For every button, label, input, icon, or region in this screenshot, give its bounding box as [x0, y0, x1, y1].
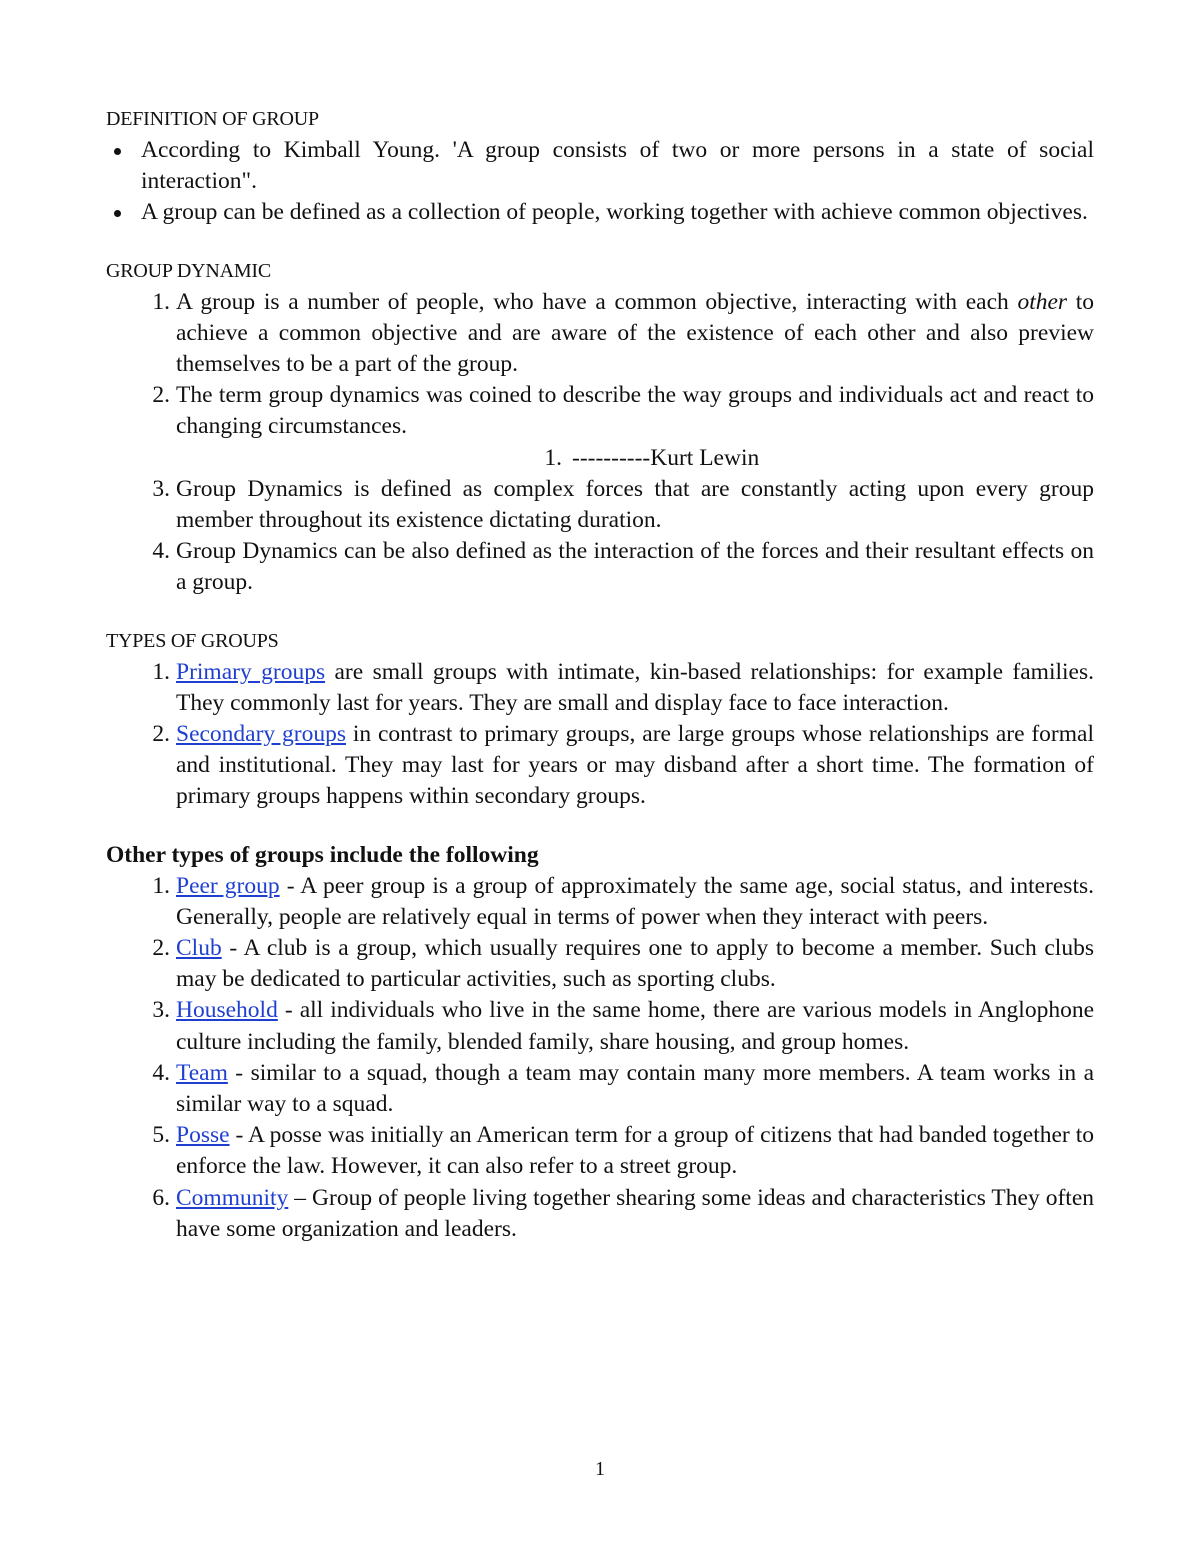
other-types-list: [106, 871, 1094, 1245]
list-item: [106, 1183, 1094, 1245]
bullet-text: A group can be defined as a collection of people, working together with achieve common objectives.: [141, 199, 1088, 226]
list-text: A group is a number of people, who have a common objective, interacting with each: [176, 288, 1018, 315]
types-heading: TYPES OF GROUPS: [106, 629, 279, 652]
group-dynamic-heading: GROUP DYNAMIC: [106, 259, 272, 282]
list-number: 4.: [152, 1059, 170, 1086]
list-number: 2.: [152, 721, 170, 748]
list-item: [106, 1058, 1094, 1120]
list-text: are small groups with intimate, kin-based relationships: for example families. They commonly last for years. They are small and display face to face interaction.: [176, 658, 1094, 716]
list-text: - A peer group is a group of approximately the same age, social status, and interests. Generally, people are relatively equal in terms of power when they interact with peers.: [176, 872, 1094, 930]
posse-link[interactable]: Posse: [176, 1122, 230, 1149]
list-number: 3.: [152, 475, 170, 502]
list-text: – Group of people living together shearing some ideas and characteristics They often have some organization and leaders.: [176, 1184, 1094, 1242]
page-content: [106, 104, 1094, 1245]
list-item: [106, 380, 1094, 442]
list-text: in contrast to primary groups, are large groups whose relationships are formal and institutional. They may last for years or may disband after a short time. The formation of primary groups happens within secondary groups.: [176, 721, 1094, 810]
list-number: 2.: [152, 935, 170, 962]
club-link[interactable]: Club: [176, 935, 222, 962]
definition-heading: DEFINITION OF GROUP: [106, 108, 319, 130]
list-number: 1.: [152, 658, 170, 685]
bullet-icon: [114, 210, 121, 217]
list-item: [106, 287, 1094, 381]
list-number: 5.: [152, 1122, 170, 1149]
bullet-icon: [114, 148, 121, 155]
list-item: [106, 1120, 1094, 1182]
list-number: 1.: [544, 444, 562, 471]
list-text: Group Dynamics can be also defined as the interaction of the forces and their resultant effects on a group.: [176, 538, 1094, 596]
secondary-groups-link[interactable]: Secondary groups: [176, 721, 347, 748]
peer-group-link[interactable]: Peer group: [176, 872, 280, 899]
list-item: [106, 995, 1094, 1057]
household-link[interactable]: Household: [176, 997, 278, 1024]
list-text: Group Dynamics is defined as complex forces that are constantly acting upon every group member throughout its existence dictating duration.: [176, 475, 1094, 534]
list-item: [106, 536, 1094, 598]
types-list: [106, 657, 1094, 813]
page-number: 1: [595, 1458, 605, 1480]
bullet-text: According to Kimball Young. 'A group consists of two or more persons in a state of social interaction".: [141, 137, 1094, 195]
list-number: 6.: [152, 1184, 170, 1211]
list-number: 2.: [152, 382, 170, 409]
attribution-text: ----------Kurt Lewin: [572, 444, 760, 471]
list-text: - A posse was initially an American term for a group of citizens that had banded together to enforce the law. However, it can also refer to a street group.: [176, 1122, 1094, 1180]
bullet-item: [106, 135, 1094, 197]
primary-groups-link[interactable]: Primary groups: [176, 658, 326, 685]
list-number: 4.: [152, 538, 170, 565]
italic-word: other: [1017, 288, 1068, 315]
bullet-item: [106, 197, 1094, 228]
list-number: 1.: [152, 288, 170, 315]
list-text: - similar to a squad, though a team may contain many more members. A team works in a similar way to a squad.: [176, 1059, 1094, 1118]
list-number: 1.: [152, 872, 170, 899]
other-types-heading: Other types of groups include the following: [106, 841, 539, 868]
list-item: [106, 871, 1094, 933]
list-item: [106, 719, 1094, 813]
definition-bullet-list: [106, 135, 1094, 229]
attribution-line: [106, 443, 1094, 474]
list-text: - all individuals who live in the same home, there are various models in Anglophone culture including the family, blended family, share housing, and group homes.: [176, 997, 1094, 1055]
team-link[interactable]: Team: [176, 1059, 228, 1086]
community-link[interactable]: Community: [176, 1184, 289, 1211]
list-item: [106, 657, 1094, 719]
list-text: The term group dynamics was coined to describe the way groups and individuals act and react to changing circumstances.: [176, 382, 1094, 440]
list-text: - A club is a group, which usually requires one to apply to become a member. Such clubs may be dedicated to particular activities, such as sporting clubs.: [176, 935, 1094, 993]
list-item: [106, 933, 1094, 995]
list-number: 3.: [152, 997, 170, 1024]
list-text: to achieve a common objective and are aware of the existence of each other and also preview themselves to be a part of the group.: [176, 288, 1095, 378]
list-item: [106, 474, 1094, 536]
group-dynamic-list: [106, 287, 1094, 599]
